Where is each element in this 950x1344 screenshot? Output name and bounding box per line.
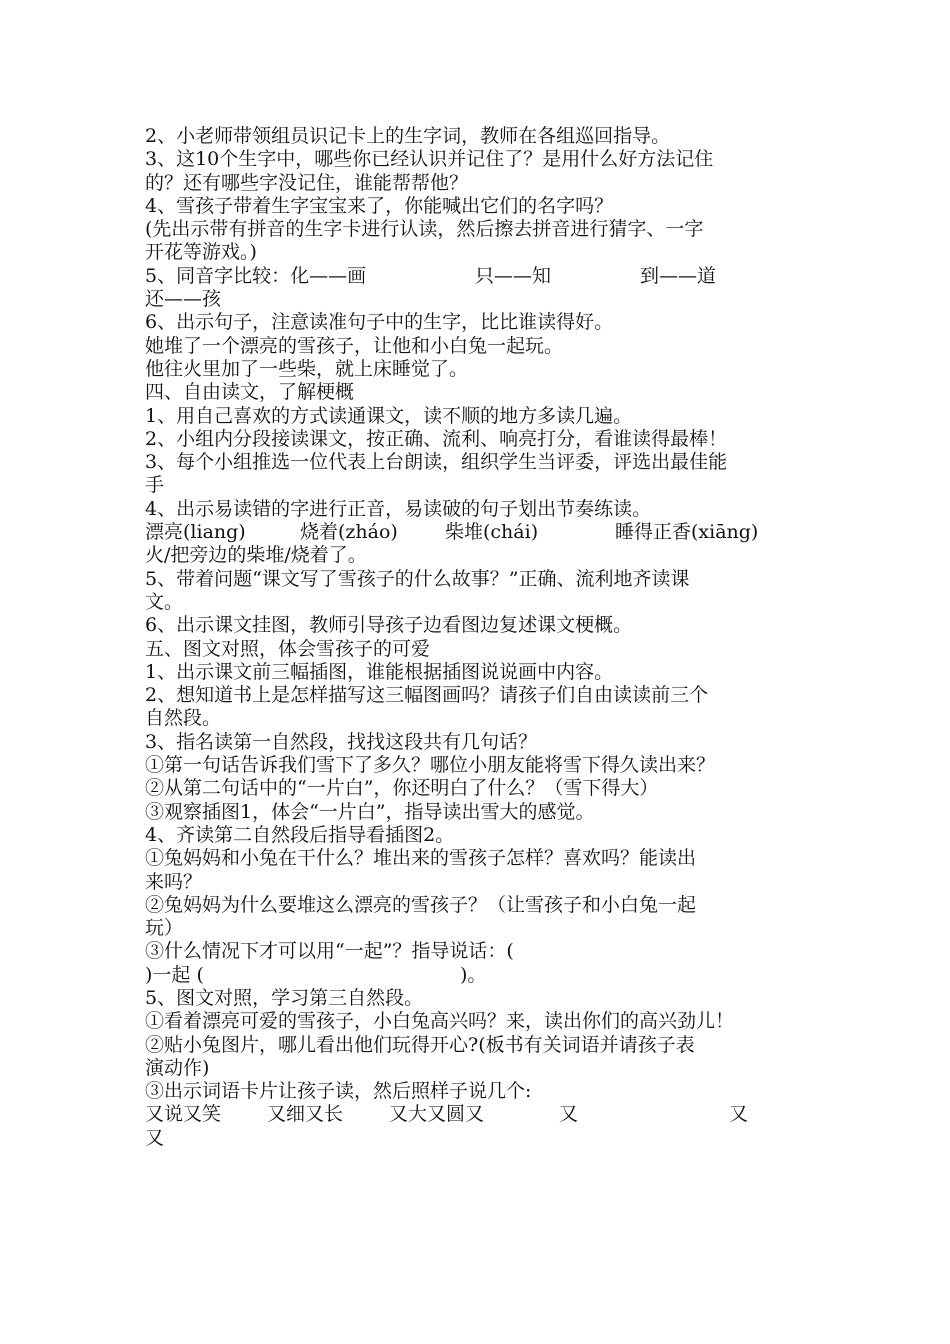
pronunciation-word: 漂亮(liang) [145, 521, 246, 544]
fill-in-blank: )一起 ( [145, 963, 204, 986]
fill-in-row [145, 964, 825, 987]
section-heading: 五、图文对照，体会雪孩子的可爱 [145, 637, 431, 660]
text-line: 手 [145, 474, 165, 497]
text-line: ③出示词语卡片让孩子读，然后照样子说几个: [145, 1080, 532, 1103]
text-line: ②兔妈妈为什么要堆这么漂亮的雪孩子？（让雪孩子和小白兔一起 [145, 893, 697, 916]
text-line: 火/把旁边的柴堆/烧着了。 [145, 544, 367, 567]
text-line: ①兔妈妈和小兔在干什么？堆出来的雪孩子怎样？喜欢吗？能读出 [145, 847, 697, 870]
fill-in-blank-end: )。 [460, 963, 487, 986]
text-line: ①看着漂亮可爱的雪孩子，小白兔高兴吗？来，读出你们的高兴劲儿！ [145, 1010, 735, 1033]
text-line: ②从第二句话中的“一片白”，你还明白了什么？（雪下得大） [145, 777, 659, 800]
text-line: 3、指名读第一自然段，找找这段共有几句话？ [145, 730, 538, 753]
text-line: ③什么情况下才可以用“一起”？指导说话：( [145, 940, 514, 963]
text-line: ②贴小兔图片，哪儿看出他们玩得开心?(板书有关词语并请孩子表 [145, 1033, 695, 1056]
text-line: 6、出示句子，注意读准句子中的生字，比比谁读得好。 [145, 311, 614, 334]
text-line: 的？还有哪些字没记住，谁能帮帮他？ [145, 171, 469, 194]
text-line: 开花等游戏。) [145, 241, 257, 264]
text-line: 2、想知道书上是怎样描写这三幅图画吗？请孩子们自由读读前三个 [145, 684, 709, 707]
text-line: 文。 [145, 590, 184, 613]
text-line: 3、这10个生字中，哪些你已经认识并记住了？是用什么好方法记住 [145, 148, 714, 171]
lesson-text [145, 125, 825, 1150]
text-line: 玩） [145, 917, 184, 940]
homophone-row [145, 265, 825, 288]
pronunciation-row [145, 521, 825, 544]
word-pattern: 又 [729, 1103, 749, 1126]
word-pattern: 又 [145, 1126, 165, 1149]
homophone-pair: 还——孩 [145, 288, 222, 311]
text-line: ①第一句话告诉我们雪下了多久？哪位小朋友能将雪下得久读出来？ [145, 754, 716, 777]
homophone-pair: 到——道 [640, 264, 717, 287]
text-line: 演动作) [145, 1056, 210, 1079]
text-line: 6、出示课文挂图，教师引导孩子边看图边复述课文梗概。 [145, 614, 633, 637]
text-line: 4、出示易读错的字进行正音，易读破的句子划出节奏练读。 [145, 497, 652, 520]
text-line: 2、小组内分段接读课文，按正确、流利、响亮打分，看谁读得最棒！ [145, 427, 728, 450]
text-line: 自然段。 [145, 707, 222, 730]
text-line: ③观察插图1，体会“一片白”，指导读出雪大的感觉。 [145, 800, 595, 823]
text-line: (先出示带有拼音的生字卡进行认读，然后擦去拼音进行猜字、一字 [145, 218, 704, 241]
text-line: 5、图文对照，学习第三自然段。 [145, 986, 424, 1009]
word-pattern: 又大又圆又 [389, 1103, 485, 1126]
pronunciation-word: 柴堆(chái) [445, 521, 539, 544]
homophone-pair: 只——知 [475, 264, 552, 287]
sentence: 他往火里加了一些柴，就上床睡觉了。 [145, 357, 469, 380]
word-pattern: 又说又笑 [145, 1103, 222, 1126]
homophone-pair: 5、同音字比较：化——画 [145, 264, 367, 287]
word-pattern: 又 [559, 1103, 579, 1126]
word-pattern: 又细又长 [267, 1103, 344, 1126]
text-line: 5、带着问题“课文写了雪孩子的什么故事？”正确、流利地齐读课 [145, 567, 690, 590]
sentence: 她堆了一个漂亮的雪孩子，让他和小白兔一起玩。 [145, 334, 564, 357]
text-line: 1、出示课文前三幅插图，谁能根据插图说说画中内容。 [145, 660, 614, 683]
pronunciation-word: 烧着(zháo) [300, 521, 398, 544]
text-line: 4、雪孩子带着生字宝宝来了，你能喊出它们的名字吗？ [145, 194, 614, 217]
text-line: 3、每个小组推选一位代表上台朗读，组织学生当评委，评选出最佳能 [145, 451, 728, 474]
text-line: 4、齐读第二自然段后指导看插图2。 [145, 823, 455, 846]
word-pattern-row [145, 1103, 825, 1126]
text-line: 2、小老师带领组员识记卡上的生字词，教师在各组巡回指导。 [145, 125, 671, 147]
section-heading: 四、自由读文，了解梗概 [145, 381, 355, 404]
pronunciation-word: 睡得正香(xiāng) [615, 521, 759, 544]
text-line: 1、用自己喜欢的方式读通课文，读不顺的地方多读几遍。 [145, 404, 633, 427]
text-line: 来吗？ [145, 870, 203, 893]
